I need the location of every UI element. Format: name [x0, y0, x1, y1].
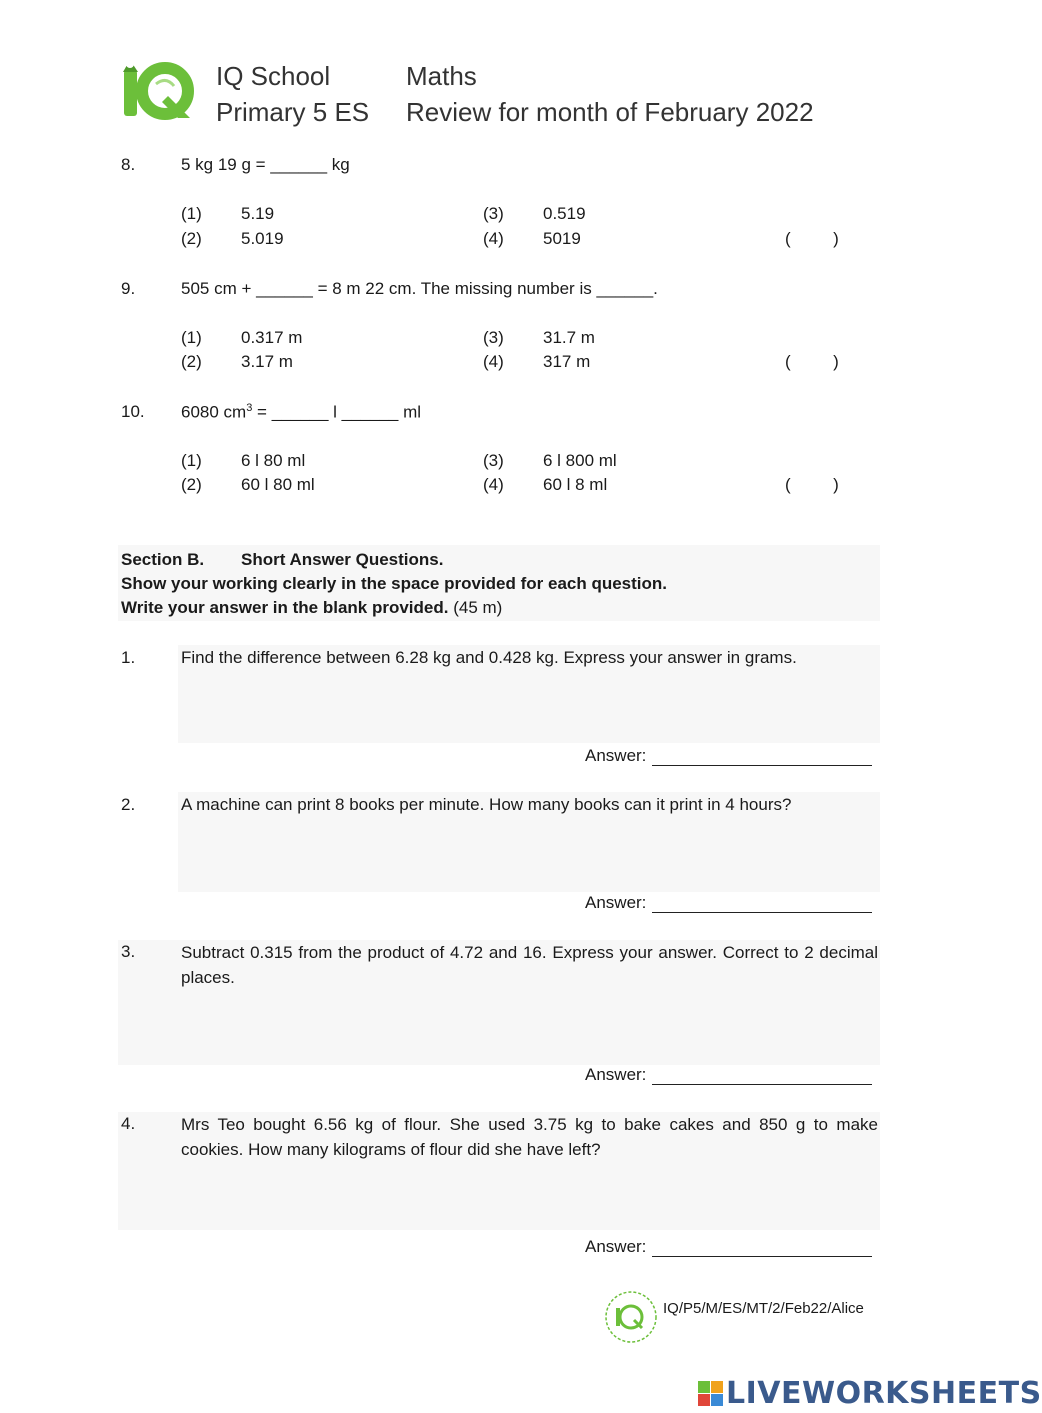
option-value: 6 l 800 ml [543, 451, 617, 470]
school-logo [118, 56, 194, 122]
question-number: 3. [121, 942, 136, 961]
review-title: Review for month of February 2022 [406, 97, 814, 127]
answer-blank[interactable] [652, 894, 872, 913]
option-value: 5.019 [241, 229, 284, 248]
option-value: 0.317 m [241, 328, 303, 347]
answer-bracket[interactable]: ( ) [785, 229, 839, 248]
option-number: (2) [181, 475, 202, 494]
question-stem [181, 402, 421, 423]
option-number: (1) [181, 451, 202, 470]
answer-field[interactable] [585, 1237, 872, 1257]
option-number: (1) [181, 328, 202, 347]
question-number: 10. [121, 402, 145, 421]
class-level: Primary 5 ES [216, 97, 370, 127]
question-text: Find the difference between 6.28 kg and 0.428 kg. Express your answer in grams. [181, 648, 797, 667]
answer-blank[interactable] [652, 1238, 872, 1257]
approval-stamp [604, 1290, 658, 1344]
option-value: 5019 [543, 229, 581, 248]
answer-bracket[interactable]: ( ) [785, 352, 839, 371]
document-code: IQ/P5/M/ES/MT/2/Feb22/Alice [663, 1300, 864, 1317]
option-number: (3) [483, 204, 504, 223]
question-text: A machine can print 8 books per minute. How many books can it print in 4 hours? [181, 795, 792, 814]
answer-label: Answer: [585, 893, 647, 912]
approval-stamp-icon [604, 1290, 658, 1344]
option-value: 60 l 80 ml [241, 475, 315, 494]
stem-part: = ______ l ______ ml [252, 402, 422, 422]
section-b-marks: (45 m) [453, 598, 503, 617]
question-number: 1. [121, 648, 136, 667]
option-value: 317 m [543, 352, 591, 371]
option-number: (3) [483, 328, 504, 347]
stem-part: 6080 cm [181, 402, 247, 422]
question-text: Mrs Teo bought 6.56 kg of flour. She used 3.75 kg to bake cakes and 850 g to make cookies. How many kilograms of flour did she have left? [181, 1115, 878, 1159]
section-b-instruction-2 [121, 598, 502, 618]
option-number: (2) [181, 229, 202, 248]
subject-title: Maths [406, 61, 477, 91]
answer-field[interactable] [585, 893, 872, 913]
option-value: 0.519 [543, 204, 586, 223]
question-stem: 5 kg 19 g = ______ kg [181, 155, 350, 174]
option-value: 6 l 80 ml [241, 451, 306, 470]
option-number: (1) [181, 204, 202, 223]
answer-bracket[interactable]: ( ) [785, 475, 839, 494]
question-stem: 505 cm + ______ = 8 m 22 cm. The missing number is ______. [181, 279, 658, 298]
question-number: 9. [121, 279, 136, 298]
option-number: (4) [483, 352, 504, 371]
answer-label: Answer: [585, 1065, 647, 1084]
option-value: 31.7 m [543, 328, 595, 347]
section-b-instruction: Show your working clearly in the space provided for each question. [121, 574, 668, 593]
answer-blank[interactable] [652, 1066, 872, 1085]
liveworksheets-brand[interactable] [698, 1376, 1042, 1411]
question-number: 4. [121, 1114, 136, 1133]
option-number: (2) [181, 352, 202, 371]
section-b-label: Section B. [121, 550, 205, 569]
school-name: IQ School [216, 61, 331, 91]
iq-logo-icon [118, 56, 194, 122]
option-number: (3) [483, 451, 504, 470]
answer-field[interactable] [585, 746, 872, 766]
answer-field[interactable] [585, 1065, 872, 1085]
option-value: 5.19 [241, 204, 275, 223]
answer-blank[interactable] [652, 747, 872, 766]
question-number: 8. [121, 155, 136, 174]
option-number: (4) [483, 475, 504, 494]
stem-superscript: 3 [246, 402, 253, 414]
option-value: 3.17 m [241, 352, 293, 371]
option-value: 60 l 8 ml [543, 475, 608, 494]
question-number: 2. [121, 795, 136, 814]
question-text: Subtract 0.315 from the product of 4.72 and 16. Express your answer. Correct to 2 decimal places. [181, 943, 878, 987]
liveworksheets-logo-icon [698, 1381, 723, 1406]
answer-label: Answer: [585, 1237, 647, 1256]
section-b-title: Short Answer Questions. [241, 550, 444, 569]
answer-label: Answer: [585, 746, 647, 765]
brand-name: LIVEWORKSHEETS [726, 1376, 1042, 1411]
instruction-text: Write your answer in the blank provided. [121, 598, 449, 617]
option-number: (4) [483, 229, 504, 248]
